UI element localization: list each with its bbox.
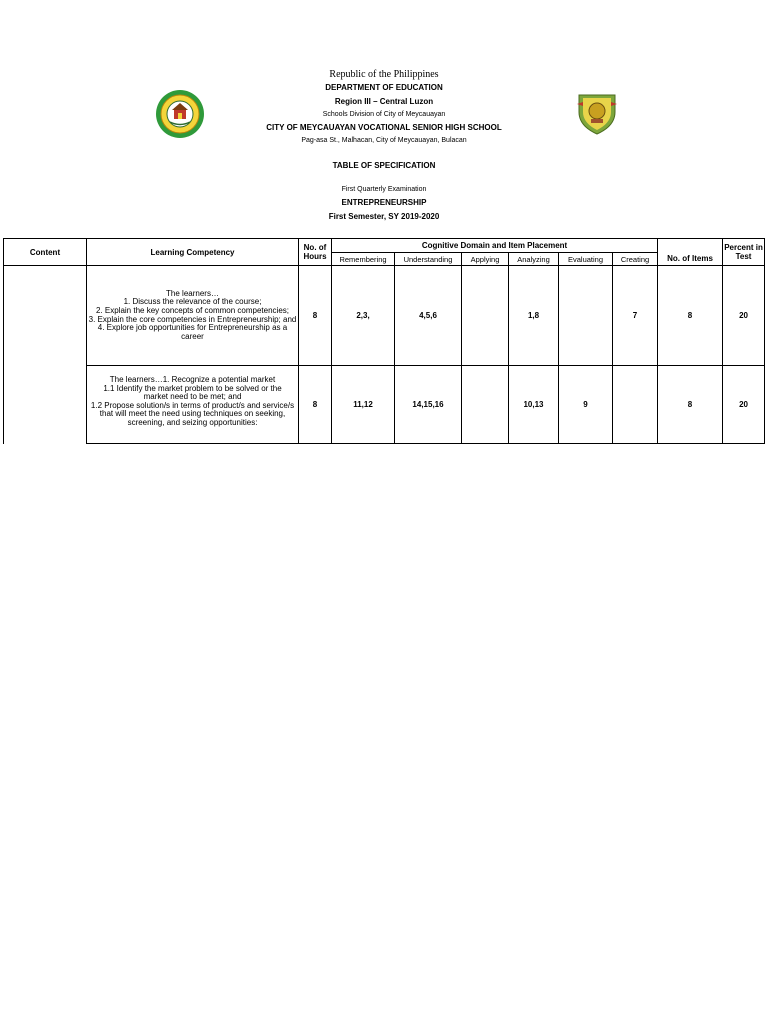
deped-seal-icon (155, 89, 205, 139)
content-cell (4, 266, 87, 444)
document-title: TABLE OF SPECIFICATION (332, 160, 436, 170)
header-cognitive-domain: Cognitive Domain and Item Placement (332, 239, 658, 253)
semester-line: First Semester, SY 2019-2020 (328, 211, 440, 221)
competency-line: screening, and seizing opportunities: (127, 418, 258, 427)
header-understanding: Understanding (395, 253, 462, 266)
remembering-cell: 11,12 (332, 366, 395, 444)
items-cell: 8 (658, 366, 723, 444)
analyzing-cell: 10,13 (509, 366, 559, 444)
header-evaluating: Evaluating (559, 253, 613, 266)
evaluating-cell: 9 (559, 366, 613, 444)
header-analyzing: Analyzing (509, 253, 559, 266)
creating-cell (613, 366, 658, 444)
creating-cell: 7 (613, 266, 658, 366)
competency-line: career (181, 332, 204, 341)
understanding-cell: 14,15,16 (395, 366, 462, 444)
subject-title: ENTREPRENEURSHIP (341, 198, 427, 208)
republic-line: Republic of the Philippines (329, 69, 439, 80)
header-hours: No. of Hours (299, 239, 332, 266)
competency-cell (87, 366, 299, 444)
competency-line: The learners… (166, 289, 219, 298)
document-header (0, 68, 768, 223)
percent-cell: 20 (723, 266, 765, 366)
applying-cell (462, 266, 509, 366)
header-remembering: Remembering (332, 253, 395, 266)
competency-line: The learners…1. Recognize a potential market (109, 376, 276, 384)
competency-line: 4. Explore job opportunities for Entrepreneurship as a (97, 324, 288, 333)
header-creating: Creating (613, 253, 658, 266)
school-name: CITY OF MEYCAUAYAN VOCATIONAL SENIOR HIGH SCHOOL (266, 123, 502, 133)
header-applying: Applying (462, 253, 509, 266)
competency-line: 3. Explain the core competencies in Entrepreneurship; and (88, 315, 297, 324)
analyzing-cell: 1,8 (509, 266, 559, 366)
header-competency: Learning Competency (87, 239, 299, 266)
table-row (4, 266, 765, 366)
header-content: Content (4, 239, 87, 266)
competency-line: 1.2 Propose solution/s in terms of product/s and service/s (90, 401, 295, 410)
specification-table (3, 238, 765, 444)
competency-line: that will meet the need using techniques on seeking, (99, 410, 286, 419)
evaluating-cell (559, 266, 613, 366)
header-percent: Percent in Test (723, 239, 765, 266)
hours-cell: 8 (299, 266, 332, 366)
region-line: Region III – Central Luzon (334, 96, 434, 106)
table-row (4, 366, 765, 444)
hours-cell: 8 (299, 366, 332, 444)
competency-line: 2. Explain the key concepts of common competencies; (96, 306, 289, 315)
competency-line: 1. Discuss the relevance of the course; (123, 298, 262, 307)
school-shield-icon (573, 92, 621, 136)
department-line: DEPARTMENT OF EDUCATION (325, 83, 443, 93)
division-line: Schools Division of City of Meycauayan (322, 110, 446, 118)
items-cell: 8 (658, 266, 723, 366)
percent-cell: 20 (723, 366, 765, 444)
exam-title: First Quarterly Examination (341, 186, 427, 194)
competency-line: 1.1 Identify the market problem to be solved or the (103, 384, 282, 393)
header-items: No. of Items (658, 239, 723, 266)
school-address: Pag-asa St., Malhacan, City of Meycauayan, Bulacan (301, 137, 467, 145)
applying-cell (462, 366, 509, 444)
competency-cell (87, 266, 299, 366)
understanding-cell: 4,5,6 (395, 266, 462, 366)
remembering-cell: 2,3, (332, 266, 395, 366)
competency-line: market need to be met; and (143, 393, 242, 402)
